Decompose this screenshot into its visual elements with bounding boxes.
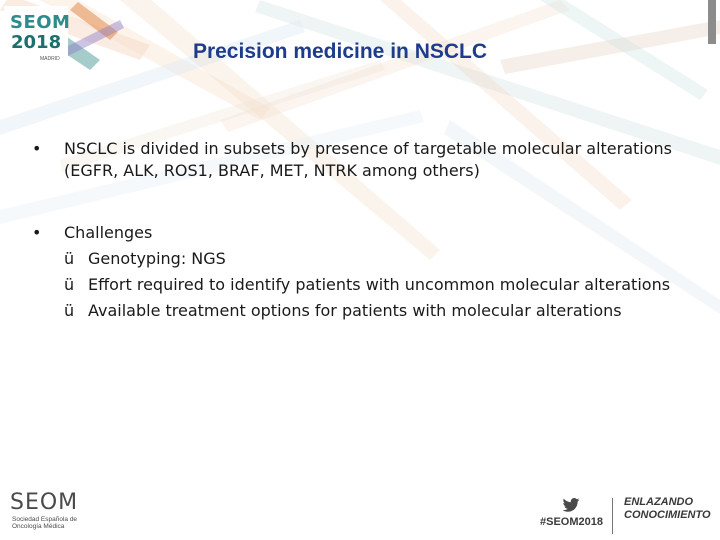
footer-seom-text: SEOM bbox=[10, 490, 79, 515]
seom-society-logo bbox=[10, 490, 110, 534]
slide-content bbox=[32, 138, 692, 322]
bullet-marker: • bbox=[32, 139, 42, 158]
check-item bbox=[64, 274, 692, 296]
logo-year-text: 2018 bbox=[11, 32, 62, 53]
check-icon: ü bbox=[64, 275, 75, 294]
bullet-text: NSCLC is divided in subsets by presence of targetable molecular alterations (EGFR, ALK, ROS1, BRAF, MET, NTRK among others) bbox=[64, 139, 672, 180]
logo-seom-text: SEOM bbox=[10, 12, 71, 33]
hashtag-text: #SEOM2018 bbox=[540, 516, 603, 528]
slide-title: Precision medicine in NSCLC bbox=[192, 40, 488, 63]
check-text: Available treatment options for patients with molecular alterations bbox=[88, 301, 622, 320]
slogan bbox=[624, 496, 711, 522]
check-icon: ü bbox=[64, 301, 75, 320]
bullet-item-challenges bbox=[32, 222, 692, 322]
footer-society-text: Sociedad Española de Oncología Médica bbox=[12, 516, 78, 530]
check-item bbox=[64, 300, 692, 322]
check-text: Effort required to identify patients with uncommon molecular alterations bbox=[88, 275, 671, 294]
logo-city-text: MADRID bbox=[40, 56, 60, 62]
check-item bbox=[64, 248, 692, 270]
check-text: Genotyping: NGS bbox=[88, 249, 226, 268]
twitter-bird-icon bbox=[562, 498, 580, 512]
bullet-text: Challenges bbox=[64, 223, 153, 242]
slogan-line-1: ENLAZANDO bbox=[624, 496, 694, 508]
check-list bbox=[64, 248, 692, 322]
footer-divider bbox=[612, 498, 613, 534]
bullet-marker: • bbox=[32, 223, 42, 242]
check-icon: ü bbox=[64, 249, 75, 268]
slogan-line-2: CONOCIMIENTO bbox=[624, 509, 711, 521]
top-right-bar bbox=[708, 0, 716, 44]
bullet-item bbox=[32, 138, 692, 182]
